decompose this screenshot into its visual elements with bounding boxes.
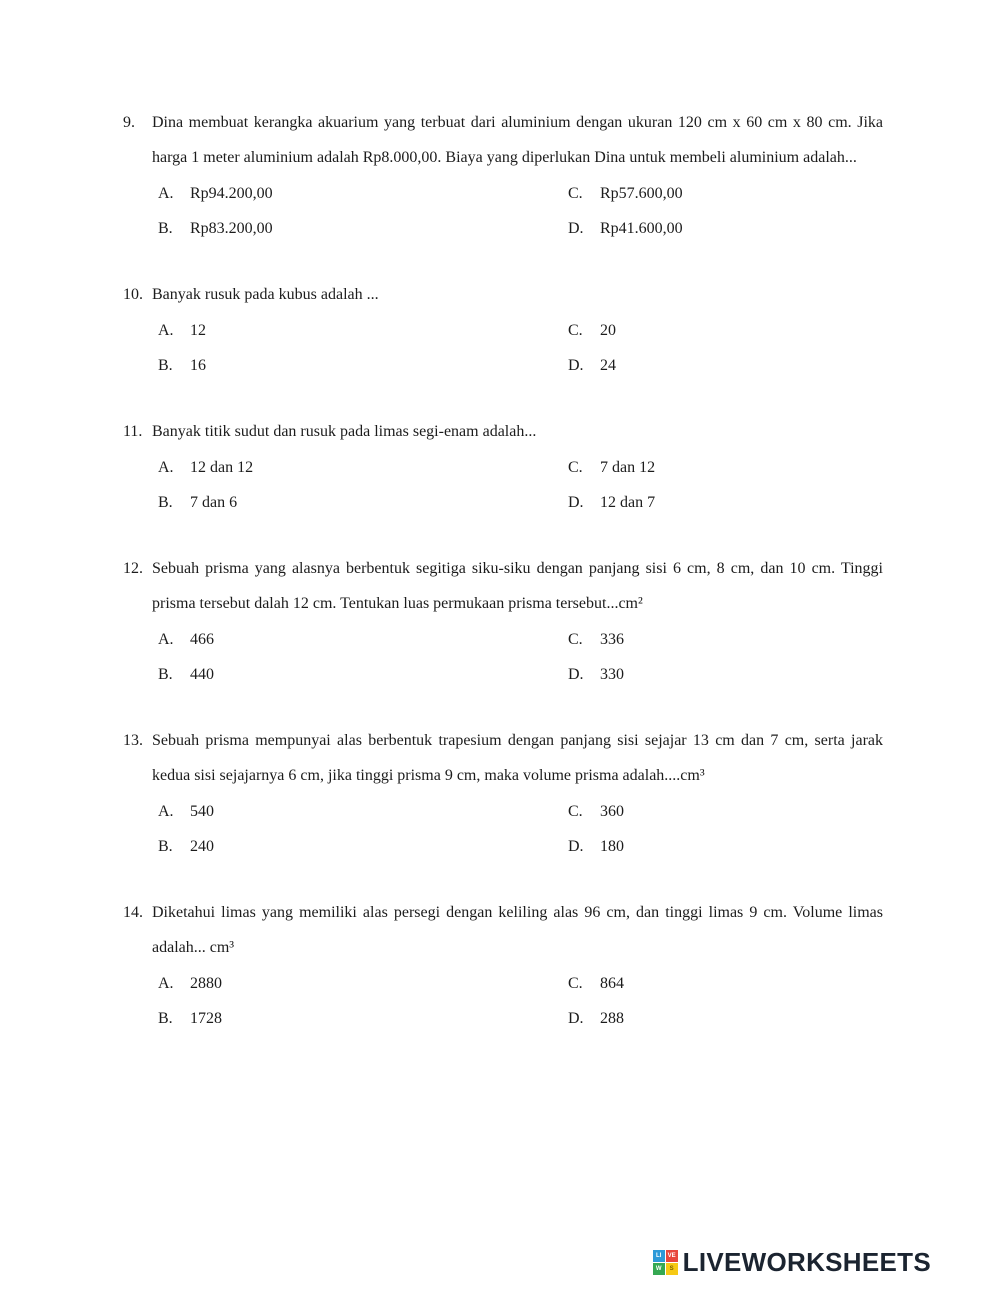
question-number: 10. xyxy=(123,286,143,303)
question-head xyxy=(123,723,883,793)
option-label: D. xyxy=(568,1010,584,1027)
logo-square-green: W xyxy=(653,1263,665,1275)
option-text: 12 dan 12 xyxy=(190,459,254,476)
answer-option-a xyxy=(158,966,568,1001)
answer-option-b xyxy=(158,657,568,692)
answer-option-d xyxy=(568,348,883,383)
option-text: 24 xyxy=(600,357,616,374)
answer-option-a xyxy=(158,622,568,657)
option-label: A. xyxy=(158,185,174,202)
answer-option-a xyxy=(158,794,568,829)
option-text: Rp41.600,00 xyxy=(600,220,683,237)
logo-square-blue: LI xyxy=(653,1250,665,1262)
option-text: 16 xyxy=(190,357,206,374)
answer-option-b xyxy=(158,211,568,246)
option-text: 180 xyxy=(600,838,624,855)
option-text: 466 xyxy=(190,631,214,648)
answer-option-b xyxy=(158,348,568,383)
option-label: C. xyxy=(568,975,583,992)
option-label: B. xyxy=(158,357,173,374)
logo-square-red: VE xyxy=(666,1250,678,1262)
option-text: 20 xyxy=(600,322,616,339)
answer-option-c xyxy=(568,794,883,829)
liveworksheets-icon xyxy=(653,1250,678,1275)
question-number: 12. xyxy=(123,560,143,577)
option-label: C. xyxy=(568,322,583,339)
option-label: D. xyxy=(568,838,584,855)
answer-option-c xyxy=(568,176,883,211)
answer-option-d xyxy=(568,485,883,520)
option-text: 864 xyxy=(600,975,624,992)
option-text: 7 dan 6 xyxy=(190,494,238,511)
question-14 xyxy=(123,895,883,1036)
answer-options xyxy=(158,966,883,1036)
answer-option-c xyxy=(568,966,883,1001)
question-text: Banyak rusuk pada kubus adalah ... xyxy=(152,286,379,303)
question-11 xyxy=(123,414,883,520)
question-text: Diketahui limas yang memiliki alas persegi dengan keliling alas 96 cm, dan tinggi limas 9 cm. Volume limas adalah... cm³ xyxy=(152,904,883,956)
answer-options xyxy=(158,794,883,864)
option-label: A. xyxy=(158,459,174,476)
question-text: Banyak titik sudut dan rusuk pada limas segi-enam adalah... xyxy=(152,423,537,440)
answer-options xyxy=(158,622,883,692)
questions-list xyxy=(123,105,883,1067)
answer-option-d xyxy=(568,1001,883,1036)
question-head xyxy=(123,551,883,621)
option-text: Rp83.200,00 xyxy=(190,220,273,237)
answer-option-a xyxy=(158,313,568,348)
question-number: 14. xyxy=(123,904,143,921)
option-text: 12 dan 7 xyxy=(600,494,656,511)
option-label: A. xyxy=(158,975,174,992)
question-head xyxy=(123,895,883,965)
brand-wordmark: LIVEWORKSHEETS xyxy=(682,1247,931,1277)
question-10 xyxy=(123,277,883,383)
option-label: C. xyxy=(568,631,583,648)
answer-options xyxy=(158,450,883,520)
option-text: 288 xyxy=(600,1010,624,1027)
answer-options xyxy=(158,176,883,246)
question-number: 11. xyxy=(123,423,143,440)
answer-option-b xyxy=(158,829,568,864)
option-text: 336 xyxy=(600,631,624,648)
liveworksheets-logo[interactable] xyxy=(653,1247,931,1278)
question-head xyxy=(123,277,883,312)
question-number: 13. xyxy=(123,732,143,749)
question-head xyxy=(123,414,883,449)
option-label: D. xyxy=(568,494,584,511)
option-text: 12 xyxy=(190,322,206,339)
answer-option-a xyxy=(158,176,568,211)
answer-option-c xyxy=(568,450,883,485)
option-label: C. xyxy=(568,185,583,202)
option-text: 440 xyxy=(190,666,214,683)
question-9 xyxy=(123,105,883,246)
option-label: B. xyxy=(158,220,173,237)
option-label: A. xyxy=(158,322,174,339)
question-head xyxy=(123,105,883,175)
answer-options xyxy=(158,313,883,383)
question-12 xyxy=(123,551,883,692)
answer-option-d xyxy=(568,829,883,864)
answer-option-c xyxy=(568,313,883,348)
option-text: 2880 xyxy=(190,975,222,992)
option-label: B. xyxy=(158,494,173,511)
option-text: 540 xyxy=(190,803,214,820)
option-text: Rp57.600,00 xyxy=(600,185,683,202)
option-label: A. xyxy=(158,803,174,820)
option-text: Rp94.200,00 xyxy=(190,185,273,202)
answer-option-d xyxy=(568,657,883,692)
answer-option-d xyxy=(568,211,883,246)
option-label: B. xyxy=(158,666,173,683)
logo-square-yellow: S xyxy=(666,1263,678,1275)
option-text: 330 xyxy=(600,666,624,683)
question-13 xyxy=(123,723,883,864)
option-text: 360 xyxy=(600,803,624,820)
answer-option-a xyxy=(158,450,568,485)
option-label: B. xyxy=(158,838,173,855)
option-label: C. xyxy=(568,803,583,820)
question-number: 9. xyxy=(123,114,135,131)
option-label: C. xyxy=(568,459,583,476)
option-text: 1728 xyxy=(190,1010,222,1027)
answer-option-c xyxy=(568,622,883,657)
option-label: D. xyxy=(568,666,584,683)
answer-option-b xyxy=(158,485,568,520)
option-text: 240 xyxy=(190,838,214,855)
answer-option-b xyxy=(158,1001,568,1036)
option-label: D. xyxy=(568,220,584,237)
question-text: Sebuah prisma yang alasnya berbentuk segitiga siku-siku dengan panjang sisi 6 cm, 8 cm, dan 10 cm. Tinggi prisma tersebut dalah 12 cm. Tentukan luas permukaan prisma tersebut...cm² xyxy=(152,560,883,612)
option-label: B. xyxy=(158,1010,173,1027)
question-text: Sebuah prisma mempunyai alas berbentuk trapesium dengan panjang sisi sejajar 13 cm dan 7 cm, serta jarak kedua sisi sejajarnya 6 cm, jika tinggi prisma 9 cm, maka volume prisma adalah....cm³ xyxy=(152,732,883,784)
question-text: Dina membuat kerangka akuarium yang terbuat dari aluminium dengan ukuran 120 cm x 60 cm x 80 cm. Jika harga 1 meter aluminium adalah Rp8.000,00. Biaya yang diperlukan Dina untuk membeli aluminium adalah... xyxy=(152,114,883,166)
option-label: D. xyxy=(568,357,584,374)
option-label: A. xyxy=(158,631,174,648)
option-text: 7 dan 12 xyxy=(600,459,656,476)
